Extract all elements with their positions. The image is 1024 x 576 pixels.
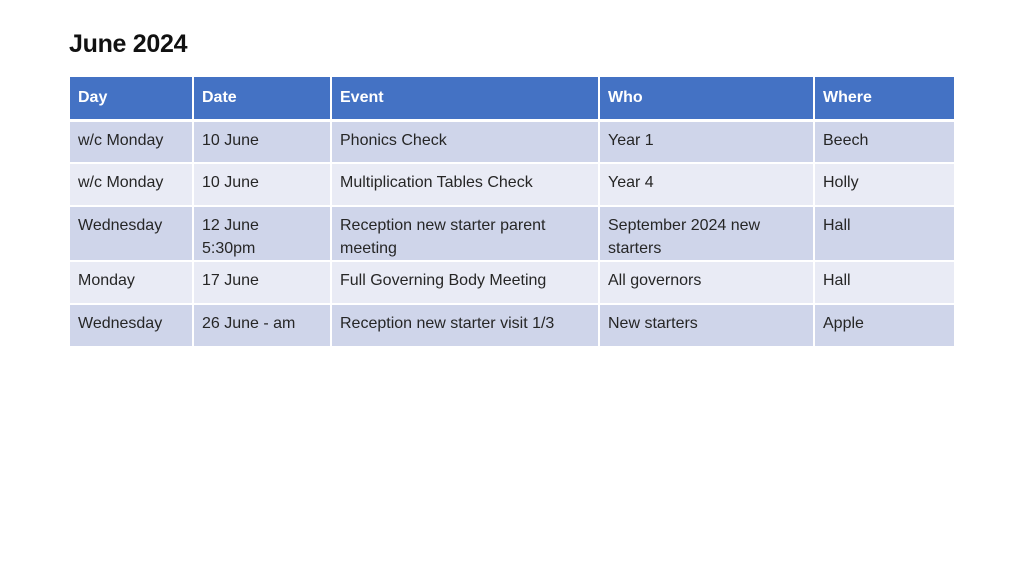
cell-date xyxy=(193,206,331,261)
cell-who-line-2: starters xyxy=(608,240,662,257)
cell-day: Wednesday xyxy=(70,206,193,261)
cell-event: Reception new starter visit 1/3 xyxy=(331,304,599,347)
cell-day: Wednesday xyxy=(70,304,193,347)
cell-where: Beech xyxy=(814,120,954,163)
column-header-date: Date xyxy=(193,77,331,120)
cell-who xyxy=(599,206,814,261)
column-header-where: Where xyxy=(814,77,954,120)
table-row xyxy=(70,261,954,304)
table-row xyxy=(70,304,954,347)
cell-who-line-1: September 2024 new xyxy=(608,217,761,234)
page-title: June 2024 xyxy=(69,30,188,58)
cell-who: Year 4 xyxy=(599,163,814,206)
cell-event-line-1: Reception new starter parent xyxy=(340,217,546,234)
table-row xyxy=(70,120,954,163)
cell-where: Hall xyxy=(814,206,954,261)
cell-event xyxy=(331,206,599,261)
column-header-who: Who xyxy=(599,77,814,120)
cell-date: 10 June xyxy=(193,163,331,206)
table-row xyxy=(70,163,954,206)
cell-day: w/c Monday xyxy=(70,163,193,206)
cell-who: All governors xyxy=(599,261,814,304)
cell-day: w/c Monday xyxy=(70,120,193,163)
cell-date: 10 June xyxy=(193,120,331,163)
cell-event: Phonics Check xyxy=(331,120,599,163)
cell-where: Apple xyxy=(814,304,954,347)
table-header-row xyxy=(70,77,954,120)
cell-where: Hall xyxy=(814,261,954,304)
cell-date: 26 June - am xyxy=(193,304,331,347)
table-row xyxy=(70,206,954,261)
cell-date: 17 June xyxy=(193,261,331,304)
cell-event: Full Governing Body Meeting xyxy=(331,261,599,304)
cell-day: Monday xyxy=(70,261,193,304)
cell-event: Multiplication Tables Check xyxy=(331,163,599,206)
cell-who: Year 1 xyxy=(599,120,814,163)
cell-where: Holly xyxy=(814,163,954,206)
events-table xyxy=(70,77,954,348)
cell-date-line-2: 5:30pm xyxy=(202,240,256,257)
cell-date-line-1: 12 June xyxy=(202,217,259,234)
column-header-event: Event xyxy=(331,77,599,120)
cell-who: New starters xyxy=(599,304,814,347)
cell-event-line-2: meeting xyxy=(340,240,397,257)
column-header-day: Day xyxy=(70,77,193,120)
